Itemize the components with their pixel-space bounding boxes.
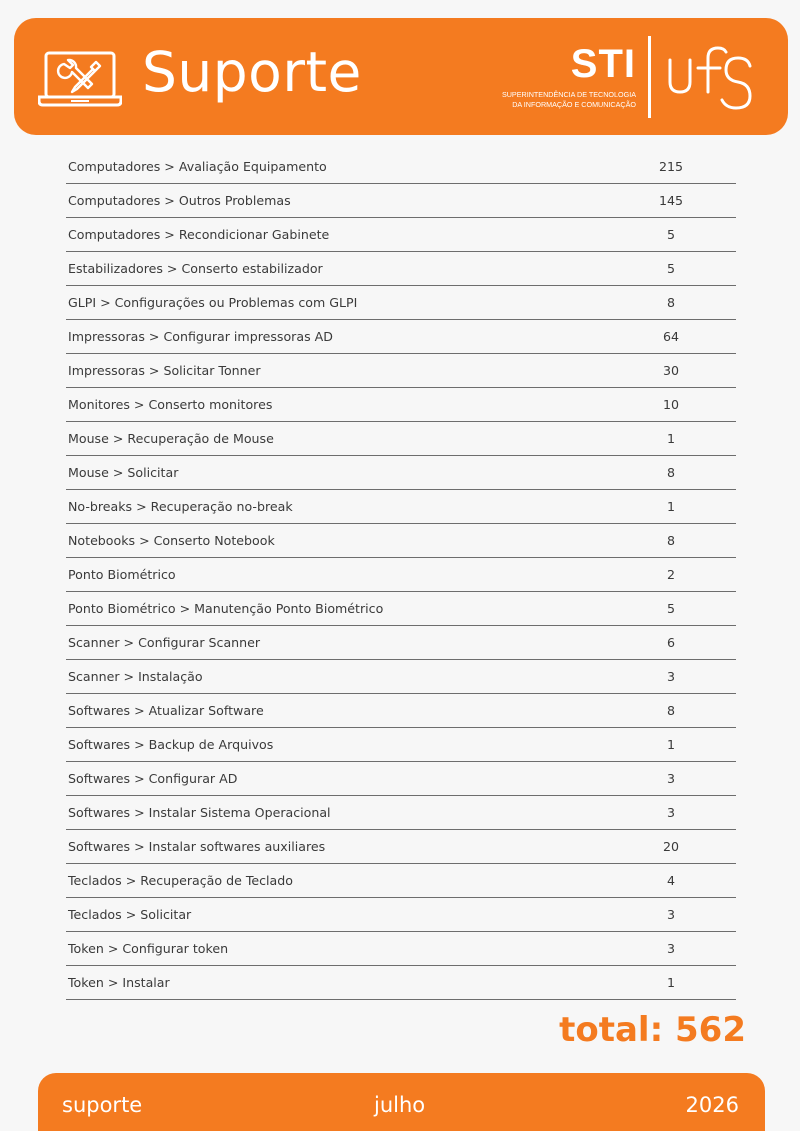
- table-row: [66, 864, 736, 898]
- row-label: Softwares > Configurar AD: [68, 771, 238, 786]
- table-row: [66, 558, 736, 592]
- row-label: Softwares > Instalar softwares auxiliares: [68, 839, 326, 854]
- row-count: 4: [666, 873, 675, 888]
- row-label: Scanner > Configurar Scanner: [68, 635, 261, 650]
- row-label: Impressoras > Solicitar Tonner: [68, 363, 261, 378]
- row-count: 6: [666, 635, 675, 650]
- row-label: Softwares > Instalar Sistema Operacional: [68, 805, 331, 820]
- table-row: [66, 524, 736, 558]
- row-count: 5: [666, 261, 675, 276]
- sti-logo: [486, 42, 636, 118]
- row-count: 10: [662, 397, 680, 412]
- page-footer: [38, 1073, 765, 1131]
- row-count: 64: [662, 329, 680, 344]
- table-row: [66, 626, 736, 660]
- row-count: 2: [666, 567, 675, 582]
- row-count: 3: [666, 907, 675, 922]
- row-count: 1: [666, 499, 675, 514]
- logo-divider: [648, 36, 651, 118]
- page-header: [14, 18, 788, 135]
- row-count: 8: [666, 703, 675, 718]
- table-row: [66, 592, 736, 626]
- table-row: [66, 422, 736, 456]
- table-row: [66, 660, 736, 694]
- table-row: [66, 286, 736, 320]
- row-label: Estabilizadores > Conserto estabilizador: [68, 261, 323, 276]
- total-count: total: 562: [559, 1010, 746, 1050]
- row-count: 5: [666, 227, 675, 242]
- table-row: [66, 354, 736, 388]
- row-label: Impressoras > Configurar impressoras AD: [68, 329, 333, 344]
- row-count: 215: [658, 159, 684, 174]
- support-table: [66, 150, 736, 1000]
- row-label: GLPI > Configurações ou Problemas com GLPI: [68, 295, 358, 310]
- table-row: [66, 966, 736, 1000]
- sti-logo-text: STI: [570, 42, 636, 86]
- row-count: 1: [666, 737, 675, 752]
- table-row: [66, 388, 736, 422]
- laptop-tools-icon: [38, 50, 122, 108]
- ufs-logo: [664, 40, 756, 112]
- table-row: [66, 830, 736, 864]
- row-count: 145: [658, 193, 684, 208]
- row-label: Mouse > Recuperação de Mouse: [68, 431, 274, 446]
- row-count: 3: [666, 941, 675, 956]
- table-row: [66, 456, 736, 490]
- sti-full-name: [466, 90, 636, 110]
- row-count: 3: [666, 771, 675, 786]
- sti-full-name-line2: DA INFORMAÇÃO E COMUNICAÇÃO: [512, 100, 636, 109]
- table-row: [66, 728, 736, 762]
- row-label: Teclados > Solicitar: [68, 907, 192, 922]
- table-row: [66, 320, 736, 354]
- table-row: [66, 490, 736, 524]
- page-title: Suporte: [142, 40, 362, 104]
- row-count: 3: [666, 805, 675, 820]
- row-label: Ponto Biométrico > Manutenção Ponto Biométrico: [68, 601, 384, 616]
- table-row: [66, 932, 736, 966]
- row-count: 20: [662, 839, 680, 854]
- row-count: 30: [662, 363, 680, 378]
- footer-year: 2026: [685, 1093, 739, 1117]
- row-label: Scanner > Instalação: [68, 669, 203, 684]
- table-row: [66, 184, 736, 218]
- row-label: Token > Configurar token: [68, 941, 229, 956]
- row-count: 1: [666, 431, 675, 446]
- row-label: Computadores > Avaliação Equipamento: [68, 159, 327, 174]
- row-label: Mouse > Solicitar: [68, 465, 179, 480]
- row-count: 8: [666, 465, 675, 480]
- row-label: Notebooks > Conserto Notebook: [68, 533, 275, 548]
- row-label: Monitores > Conserto monitores: [68, 397, 273, 412]
- sti-full-name-line1: SUPERINTENDÊNCIA DE TECNOLOGIA: [501, 90, 636, 99]
- row-label: Ponto Biométrico: [68, 567, 176, 582]
- row-count: 8: [666, 295, 675, 310]
- row-label: No-breaks > Recuperação no-break: [68, 499, 293, 514]
- footer-category: suporte: [62, 1093, 143, 1117]
- row-label: Computadores > Recondicionar Gabinete: [68, 227, 330, 242]
- table-row: [66, 218, 736, 252]
- table-row: [66, 252, 736, 286]
- table-row: [66, 762, 736, 796]
- table-row: [66, 694, 736, 728]
- table-row: [66, 898, 736, 932]
- row-count: 3: [666, 669, 675, 684]
- row-label: Token > Instalar: [68, 975, 170, 990]
- row-label: Softwares > Atualizar Software: [68, 703, 264, 718]
- footer-month: julho: [374, 1093, 426, 1117]
- row-label: Computadores > Outros Problemas: [68, 193, 291, 208]
- row-count: 5: [666, 601, 675, 616]
- row-label: Teclados > Recuperação de Teclado: [68, 873, 293, 888]
- row-label: Softwares > Backup de Arquivos: [68, 737, 274, 752]
- table-row: [66, 150, 736, 184]
- row-count: 1: [666, 975, 675, 990]
- row-count: 8: [666, 533, 675, 548]
- table-row: [66, 796, 736, 830]
